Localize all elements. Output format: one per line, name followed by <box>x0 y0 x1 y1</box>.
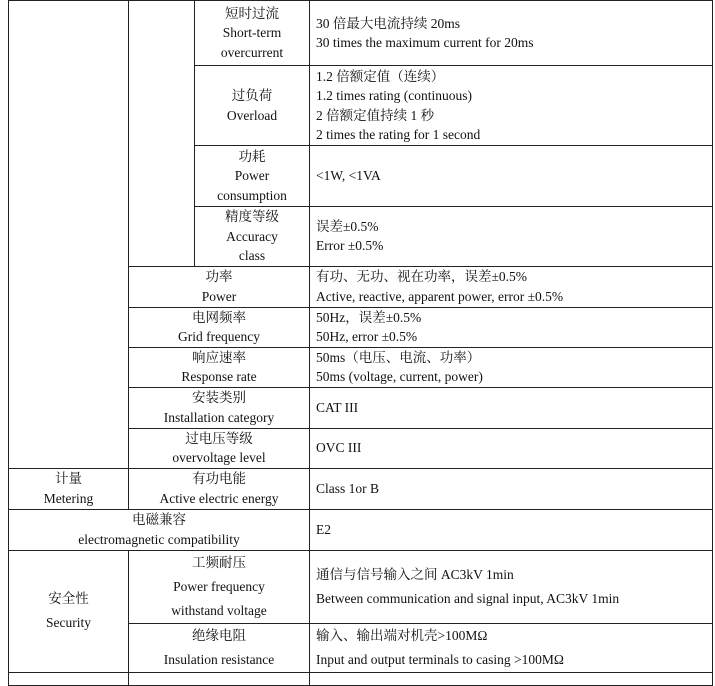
value-power-consumption: <1W, <1VA <box>310 146 713 207</box>
value-short-term-overcurrent: 30 倍最大电流持续 20ms 30 times the maximum current for 20ms <box>310 1 713 66</box>
label-installation-category: 安装类别 Installation category <box>129 387 310 428</box>
value-accuracy-class: 误差±0.5% Error ±0.5% <box>310 207 713 267</box>
label-accuracy-class: 精度等级 Accuracy class <box>195 207 310 267</box>
partial-cell <box>9 672 129 685</box>
partial-cell <box>310 672 713 685</box>
label-grid-frequency: 电网频率 Grid frequency <box>129 307 310 347</box>
value-insulation-resistance: 输入、输出端对机壳>100MΩ Input and output terminals to casing >100MΩ <box>310 623 713 672</box>
row-metering <box>9 468 713 509</box>
label-short-term-overcurrent: 短时过流 Short-term overcurrent <box>195 1 310 66</box>
value-power: 有功、无功、视在功率，误差±0.5% Active, reactive, apparent power, error ±0.5% <box>310 266 713 307</box>
value-installation-category: CAT III <box>310 387 713 428</box>
label-emc: 电磁兼容 electromagnetic compatibility <box>9 509 310 550</box>
label-active-electric-energy: 有功电能 Active electric energy <box>129 468 310 509</box>
value-response-rate: 50ms（电压、电流、功率） 50ms (voltage, current, power) <box>310 347 713 387</box>
category-metering: 计量 Metering <box>9 468 129 509</box>
value-overload: 1.2 倍额定值（连续） 1.2 times rating (continuous) 2 倍额定值持续 1 秒 2 times the rating for 1 second <box>310 66 713 146</box>
category-cell-blank <box>9 1 129 469</box>
row-emc <box>9 509 713 550</box>
label-insulation-resistance: 绝缘电阻 Insulation resistance <box>129 623 310 672</box>
label-overload: 过负荷 Overload <box>195 66 310 146</box>
label-power: 功率 Power <box>129 266 310 307</box>
label-overvoltage-level: 过电压等级 overvoltage level <box>129 428 310 468</box>
category-security: 安全性 Security <box>9 550 129 672</box>
label-response-rate: 响应速率 Response rate <box>129 347 310 387</box>
label-power-consumption: 功耗 Power consumption <box>195 146 310 207</box>
partial-cell <box>129 672 310 685</box>
value-active-electric-energy: Class 1or B <box>310 468 713 509</box>
row-short-term-overcurrent <box>9 1 713 66</box>
subcategory-cell-blank <box>129 1 195 267</box>
value-overvoltage-level: OVC III <box>310 428 713 468</box>
spec-table <box>8 0 713 686</box>
value-grid-frequency: 50Hz，误差±0.5% 50Hz, error ±0.5% <box>310 307 713 347</box>
value-emc: E2 <box>310 509 713 550</box>
row-next-partial <box>9 672 713 685</box>
row-withstand-voltage <box>9 550 713 623</box>
value-withstand-voltage: 通信与信号输入之间 AC3kV 1min Between communication and signal input, AC3kV 1min <box>310 550 713 623</box>
label-withstand-voltage: 工频耐压 Power frequency withstand voltage <box>129 550 310 623</box>
